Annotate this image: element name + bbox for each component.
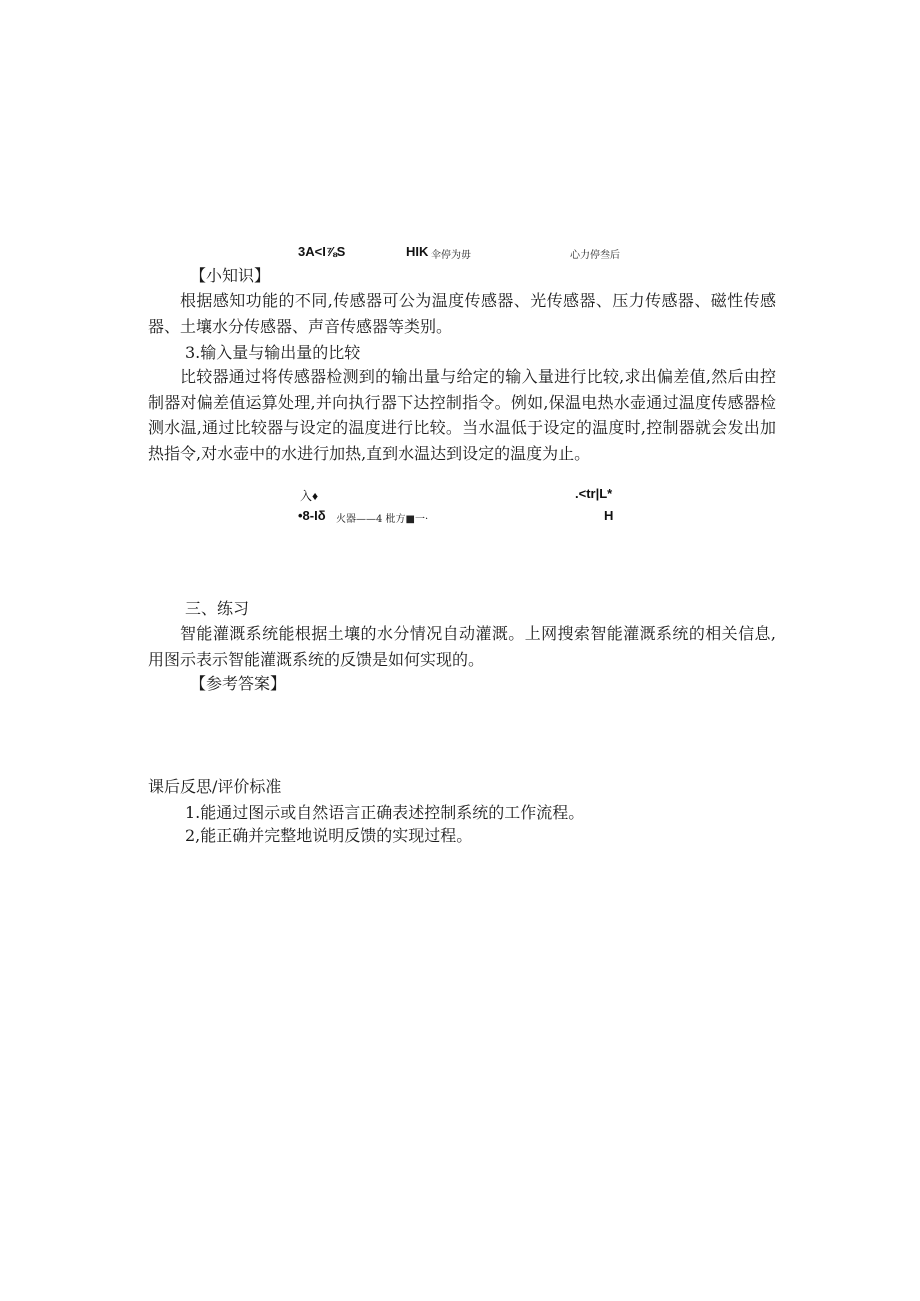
answer-heading: 【参考答案】 [190, 674, 287, 693]
reflection-heading: 课后反思/评价标准 [148, 777, 282, 796]
figure-label-mid-code: HIK [406, 244, 429, 259]
criteria-item-2: 2,能正确并完整地说明反馈的实现过程。 [185, 826, 473, 845]
section3-heading: 3.输入量与输出量的比较 [185, 343, 361, 362]
tip-heading: 【小知识】 [190, 266, 271, 285]
figure-label-left: 3A<I⅞S [298, 244, 346, 259]
exercise-heading: 三、练习 [185, 599, 250, 618]
figure-mid-row2-right: H [604, 508, 614, 523]
figure-mid-row2-left-code: •8-Iδ [298, 508, 326, 523]
figure-label-right: 心力停叁后 [570, 250, 620, 261]
exercise-paragraph: 智能灌溉系统能根据土壤的水分情况自动灌溉。上网搜索智能灌溉系统的相关信息,用图示表示智能灌溉系统的反馈是如何实现的。 [148, 624, 776, 669]
figure-mid-row1-left: 入♦ [300, 489, 319, 503]
section3-paragraph: 比较器通过将传感器检测到的输出量与给定的输入量进行比较,求出偏差值,然后由控制器对偏差值运算处理,并向执行器下达控制指令。例如,保温电热水壶通过温度传感器检测水温,通过比较器与设定的温度进行比较。当水温低于设定的温度时,控制器就会发出加热指令,对水壶中的水进行加热,直到水温达到设定的温度为止。 [148, 367, 776, 463]
figure-mid-row1-right: .<tr|L* [575, 486, 613, 501]
figure-mid-row2-left-text: 火器——4 枇方■一· [336, 514, 429, 525]
criteria-item-1: 1.能通过图示或自然语言正确表述控制系统的工作流程。 [185, 803, 585, 822]
tip-paragraph: 根据感知功能的不同,传感器可公为温度传感器、光传感器、压力传感器、磁性传感器、土壤水分传感器、声音传感器等类别。 [148, 291, 776, 336]
figure-label-mid-text: 伞停为毋 [431, 250, 471, 261]
